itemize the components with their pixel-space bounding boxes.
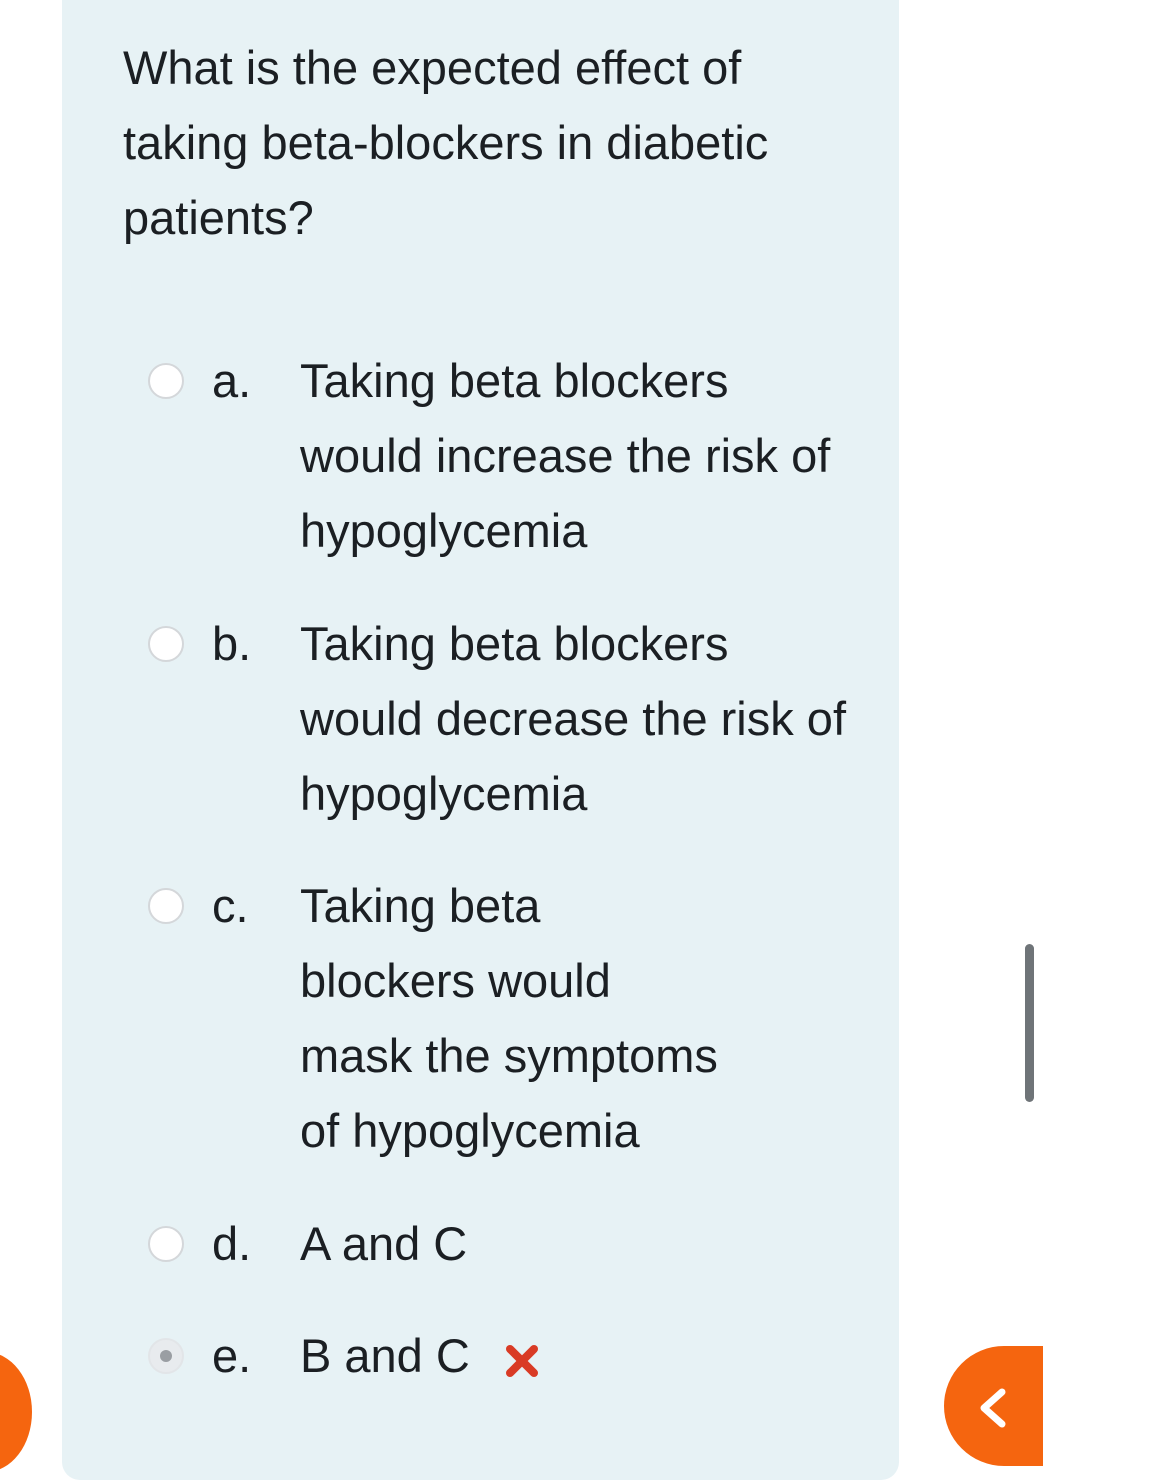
option-c-radio[interactable] [148, 888, 184, 924]
question-line-2: taking beta-blockers in diabetic [123, 116, 769, 169]
option-b-text: Taking beta blockers would decrease the risk of hypoglycemia [300, 617, 847, 820]
question-line-1: What is the expected effect of [123, 41, 742, 94]
back-button[interactable] [944, 1346, 1043, 1466]
option-b-radio[interactable] [148, 626, 184, 662]
left-floating-button[interactable] [0, 1352, 32, 1472]
option-c-text: Taking beta blockers would mask the symptoms of hypoglycemia [300, 879, 718, 1157]
option-e-radio[interactable] [148, 1338, 184, 1374]
option-e-letter: e. [212, 1329, 252, 1382]
option-e-text: B and C [300, 1329, 470, 1382]
option-a-radio[interactable] [148, 363, 184, 399]
question-text [123, 30, 843, 255]
option-d-letter: d. [212, 1217, 252, 1270]
option-d-radio[interactable] [148, 1226, 184, 1262]
scrollbar-thumb[interactable] [1025, 944, 1034, 1102]
option-a-letter: a. [212, 354, 252, 407]
option-b-letter: b. [212, 617, 252, 670]
incorrect-cross-icon [502, 1341, 542, 1381]
question-line-3: patients? [123, 191, 314, 244]
option-a-text: Taking beta blockers would increase the risk of hypoglycemia [300, 354, 831, 557]
option-c-letter: c. [212, 879, 249, 932]
chevron-left-icon [972, 1386, 1012, 1430]
option-d-text: A and C [300, 1217, 468, 1270]
